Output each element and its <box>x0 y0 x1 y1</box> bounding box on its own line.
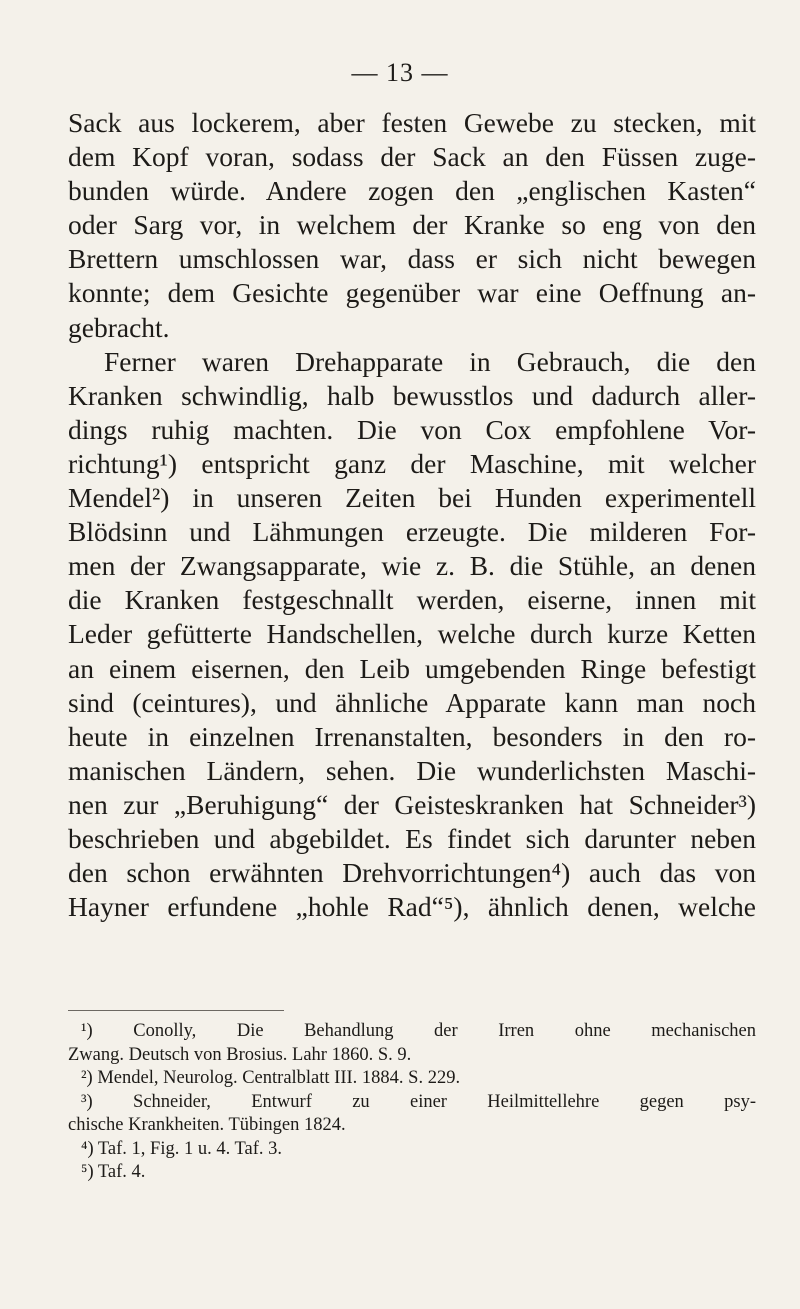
text-line: men der Zwangsapparate, wie z. B. die Stühle, an denen <box>68 550 756 582</box>
footnote-line: ²) Mendel, Neurolog. Centralblatt III. 1884. S. 229. <box>81 1068 461 1088</box>
text-line: die Kranken festgeschnallt werden, eiserne, innen mit <box>68 584 756 616</box>
text-line: konnte; dem Gesichte gegenüber war eine Oeffnung an- <box>68 277 756 309</box>
text-line: beschrieben und abgebildet. Es findet sich darunter neben <box>68 822 756 854</box>
text-line: dings ruhig machten. Die von Cox empfohlene Vor- <box>68 413 756 445</box>
text-line: Kranken schwindlig, halb bewusstlos und dadurch aller- <box>68 379 756 411</box>
footnote-divider <box>68 1010 284 1011</box>
text-line: Brettern umschlossen war, dass er sich nicht bewegen <box>68 243 756 275</box>
text-line: heute in einzelnen Irrenanstalten, besonders in den ro- <box>68 720 756 752</box>
footnote-line: chische Krankheiten. Tübingen 1824. <box>68 1115 346 1135</box>
footnote-line: ¹) Conolly, Die Behandlung der Irren ohne mechanischen <box>81 1021 756 1041</box>
footnote-line: ³) Schneider, Entwurf zu einer Heilmittellehre gegen psy- <box>81 1091 756 1112</box>
footnote-line: ⁵) Taf. 4. <box>81 1162 146 1182</box>
text-line: Sack aus lockerem, aber festen Gewebe zu stecken, mit <box>68 107 756 138</box>
text-line: oder Sarg vor, in welchem der Kranke so eng von den <box>68 209 756 241</box>
text-line: nen zur „Beruhigung“ der Geisteskranken hat Schneider³) <box>68 788 756 820</box>
page-number: — 13 — <box>351 58 449 87</box>
text-line: Hayner erfundene „hohle Rad“⁵), ähnlich denen, welche <box>68 891 756 923</box>
text-line: dem Kopf voran, sodass der Sack an den Füssen zuge- <box>68 141 756 173</box>
text-line: manischen Ländern, sehen. Die wunderlichsten Maschi- <box>68 754 756 786</box>
text-line: Leder gefütterte Handschellen, welche durch kurze Ketten <box>68 618 756 650</box>
text-line: Blödsinn und Lähmungen erzeugte. Die milderen For- <box>68 516 756 548</box>
text-line: an einem eisernen, den Leib umgebenden Ringe befestigt <box>68 652 756 684</box>
text-line: den schon erwähnten Drehvorrichtungen⁴) auch das von <box>68 857 756 889</box>
text-line: Ferner waren Drehapparate in Gebrauch, die den <box>104 345 756 377</box>
footnote-line: ⁴) Taf. 1, Fig. 1 u. 4. Taf. 3. <box>81 1138 283 1159</box>
text-line: Mendel²) in unseren Zeiten bei Hunden experimentell <box>68 482 756 514</box>
footnotes <box>68 1020 756 1185</box>
text-line: gebracht. <box>68 311 170 343</box>
body-text <box>68 106 756 924</box>
footnote-line: Zwang. Deutsch von Brosius. Lahr 1860. S. 9. <box>68 1044 412 1065</box>
text-line: richtung¹) entspricht ganz der Maschine, mit welcher <box>68 447 756 479</box>
text-line: bunden würde. Andere zogen den „englischen Kasten“ <box>68 175 756 207</box>
text-line: sind (ceintures), und ähnliche Apparate kann man noch <box>68 686 756 718</box>
